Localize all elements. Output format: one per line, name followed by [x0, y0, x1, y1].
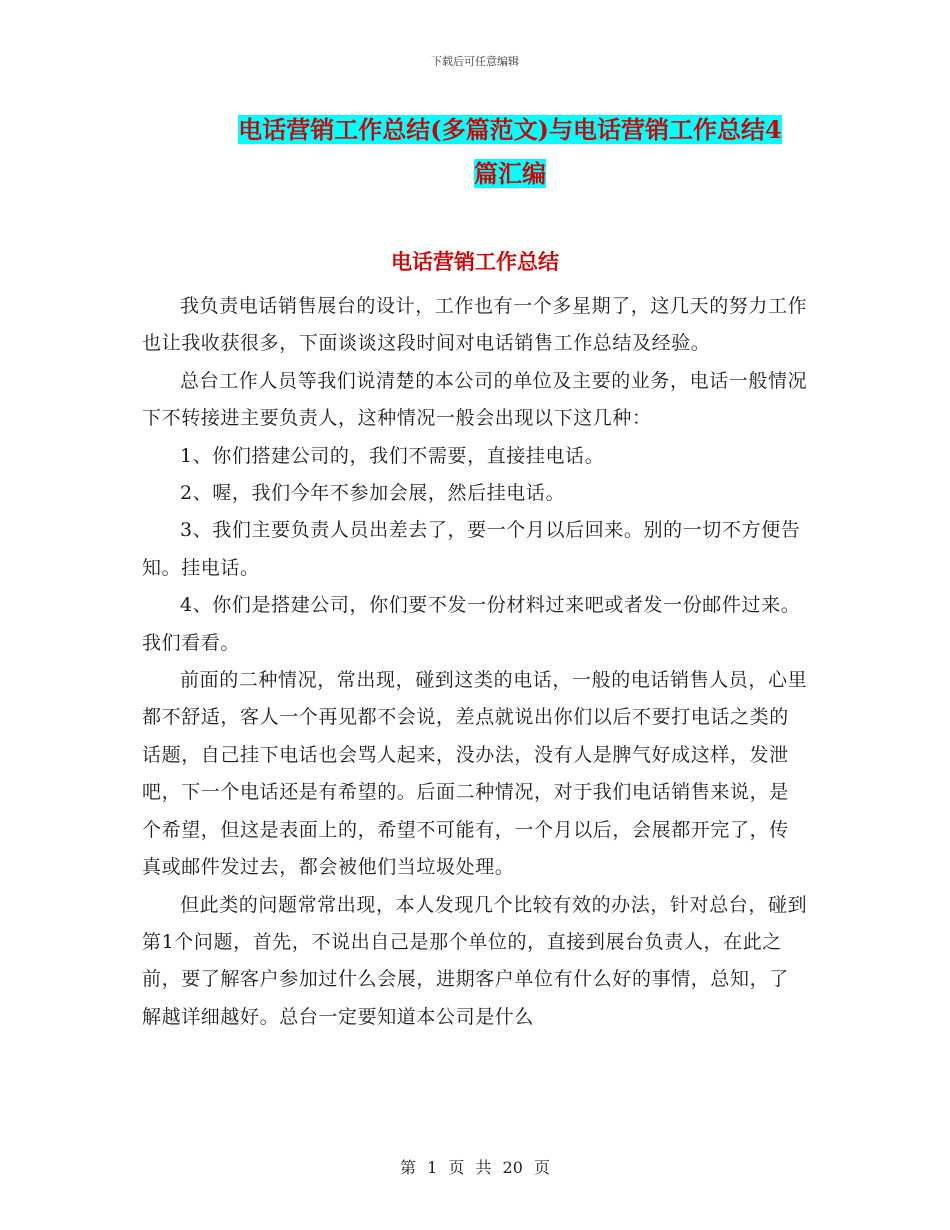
paragraph: 3、我们主要负责人员出差去了，要一个月以后回来。别的一切不方便告知。挂电话。	[142, 519, 801, 579]
page-footer: 第 1 页 共 20 页	[400, 1158, 550, 1177]
paragraph: 我负责电话销售展台的设计，工作也有一个多星期了，这几天的努力工作也让我收获很多，下面谈谈这段时间对电话销售工作总结及经验。	[142, 295, 808, 355]
section-title: 电话营销工作总结	[391, 249, 559, 274]
paragraph: 4、你们是搭建公司，你们要不发一份材料过来吧或者发一份邮件过来。我们看看。	[142, 594, 801, 654]
paragraph: 但此类的问题常常出现，本人发现几个比较有效的办法，针对总台，碰到第1个问题，首先，不说出自己是那个单位的，直接到展台负责人，在此之前，要了解客户参加过什么会展，进期客户单位有什么好的事情，总知，了解越详细越好。总台一定要知道本公司是什么	[142, 893, 808, 1028]
body-text	[142, 288, 808, 1036]
paragraph: 1、你们搭建公司的，我们不需要，直接挂电话。	[180, 444, 605, 467]
document-title-line1: 电话营销工作总结(多篇范文)与电话营销工作总结4	[238, 115, 782, 144]
paragraph: 前面的二种情况，常出现，碰到这类的电话，一般的电话销售人员，心里都不舒适，客人一个再见都不会说，差点就说出你们以后不要打电话之类的话题，自己挂下电话也会骂人起来，没办法，没有人是脾气好成这样，发泄吧，下一个电话还是有希望的。后面二种情况，对于我们电话销售来说，是个希望，但这是表面上的，希望不可能有，一个月以后，会展都开完了，传真或邮件发过去，都会被他们当垃圾处理。	[142, 669, 808, 879]
header-note: 下载后可任意编辑	[431, 55, 519, 68]
document-title	[190, 108, 830, 196]
document-title-line2: 篇汇编	[474, 159, 546, 188]
paragraph: 总台工作人员等我们说清楚的本公司的单位及主要的业务，电话一般情况下不转接进主要负责人，这种情况一般会出现以下这几种：	[142, 369, 808, 430]
paragraph: 2、喔，我们今年不参加会展，然后挂电话。	[180, 482, 566, 505]
